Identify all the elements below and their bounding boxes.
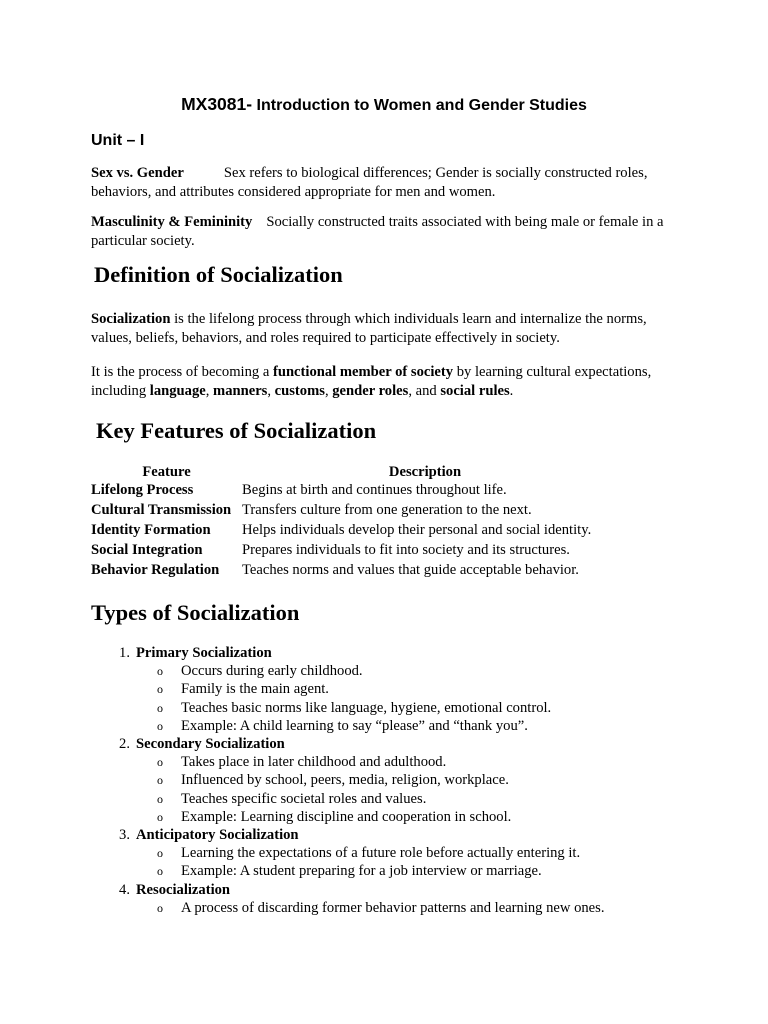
definition-paragraph-1 (91, 310, 681, 348)
heading-types: Types of Socialization (91, 600, 300, 625)
sub-list-item (110, 699, 605, 717)
bold-run: language (149, 383, 206, 399)
list-item-label: Anticipatory Socialization (136, 827, 299, 844)
bullet-circle-icon: o (157, 791, 163, 806)
list-number: 4. (119, 881, 130, 898)
table-row (91, 562, 608, 582)
sub-list-item (110, 717, 605, 735)
table-row (91, 542, 608, 562)
sub-list-item (110, 808, 605, 826)
description-cell: Begins at birth and continues throughout life. (242, 482, 507, 498)
features-table (91, 462, 608, 582)
term-masculinity-femininity (91, 213, 681, 251)
term-definition: Socially constructed traits associated with being male or female in a particular society. (91, 214, 664, 249)
sub-item-text: Example: Learning discipline and cooperation in school. (181, 808, 512, 825)
bold-term: Socialization (91, 311, 171, 327)
bold-run: manners (213, 383, 268, 399)
list-item (110, 735, 605, 753)
bullet-circle-icon: o (157, 864, 163, 879)
table-header-row (91, 462, 608, 482)
text-run: , (324, 383, 333, 399)
term-definition: Sex refers to biological differences; Gender is socially constructed roles, behaviors, and attributes considered appropriate for men and women. (91, 165, 648, 200)
description-cell: Prepares individuals to fit into society and its structures. (242, 542, 570, 558)
sub-list-item (110, 753, 605, 771)
bullet-circle-icon: o (157, 755, 163, 770)
bold-run: social rules (440, 383, 510, 399)
text-run: , and (408, 383, 441, 399)
list-item (110, 644, 605, 662)
definition-paragraph-2 (91, 363, 691, 401)
table-row (91, 522, 608, 542)
sub-list-item (110, 680, 605, 698)
bullet-circle-icon: o (157, 700, 163, 715)
feature-cell: Social Integration (91, 542, 203, 558)
list-item-label: Resocialization (136, 881, 231, 898)
list-item (110, 881, 605, 899)
list-number: 2. (119, 736, 130, 753)
feature-cell: Lifelong Process (91, 482, 194, 498)
column-header-description: Description (388, 463, 462, 480)
table-row (91, 502, 608, 522)
term-sex-vs-gender (91, 164, 681, 202)
bold-run: functional member of society (272, 364, 454, 380)
sub-item-text: Teaches specific societal roles and values. (181, 790, 427, 807)
bullet-circle-icon: o (157, 773, 163, 788)
text-run: It is the process of becoming a (91, 364, 273, 380)
bullet-circle-icon: o (157, 846, 163, 861)
description-cell: Helps individuals develop their personal and social identity. (242, 522, 592, 538)
sub-item-text: Learning the expectations of a future role before actually entering it. (181, 845, 581, 862)
sub-item-text: Teaches basic norms like language, hygiene, emotional control. (181, 699, 552, 716)
description-cell: Transfers culture from one generation to the next. (242, 502, 532, 518)
description-cell: Teaches norms and values that guide acceptable behavior. (242, 562, 579, 578)
list-item-label: Primary Socialization (136, 645, 272, 661)
paragraph-text: is the lifelong process through which individuals learn and internalize the norms, values, beliefs, behaviors, and roles required to participate effectively in society. (91, 311, 647, 346)
table-row (91, 482, 608, 502)
types-list (110, 644, 605, 917)
sub-list-item (110, 862, 605, 880)
heading-key-features: Key Features of Socialization (96, 418, 377, 443)
list-item (110, 826, 605, 844)
course-title (0, 94, 768, 115)
text-run: by learning cultural expectations, including (91, 364, 652, 399)
sub-list-item (110, 771, 605, 789)
sub-item-text: Occurs during early childhood. (181, 663, 363, 680)
sub-list-item (110, 899, 605, 917)
bullet-circle-icon: o (157, 809, 163, 824)
list-number: 1. (119, 645, 130, 661)
heading-definition: Definition of Socialization (94, 262, 343, 287)
column-header-feature: Feature (142, 463, 191, 480)
course-title-text: Introduction to Women and Gender Studies (256, 97, 587, 114)
sub-item-text: Influenced by school, peers, media, religion, workplace. (181, 772, 509, 789)
sub-item-text: Example: A student preparing for a job interview or marriage. (181, 863, 542, 880)
term-label: Masculinity & Femininity (91, 214, 253, 230)
feature-cell: Behavior Regulation (91, 562, 220, 578)
list-number: 3. (119, 827, 130, 844)
bullet-circle-icon: o (157, 900, 163, 915)
sub-list-item (110, 844, 605, 862)
text-run: . (509, 383, 514, 399)
sub-list-item (110, 790, 605, 808)
course-code: MX3081- (181, 94, 253, 114)
text-run: , (267, 383, 275, 399)
feature-cell: Identity Formation (91, 522, 211, 538)
bullet-circle-icon: o (157, 664, 163, 679)
sub-item-text: Family is the main agent. (181, 681, 329, 698)
term-label: Sex vs. Gender (91, 165, 184, 181)
bold-run: customs (274, 383, 325, 399)
feature-cell: Cultural Transmission (91, 502, 232, 518)
unit-heading: Unit – I (91, 132, 145, 149)
text-run: , (205, 383, 214, 399)
bullet-circle-icon: o (157, 718, 163, 733)
sub-item-text: A process of discarding former behavior patterns and learning new ones. (181, 899, 605, 916)
sub-item-text: Example: A child learning to say “please” and “thank you”. (181, 717, 528, 734)
sub-list-item (110, 662, 605, 680)
list-item-label: Secondary Socialization (136, 736, 285, 753)
bold-run: gender roles (332, 383, 409, 399)
bullet-circle-icon: o (157, 682, 163, 697)
sub-item-text: Takes place in later childhood and adulthood. (181, 754, 447, 771)
